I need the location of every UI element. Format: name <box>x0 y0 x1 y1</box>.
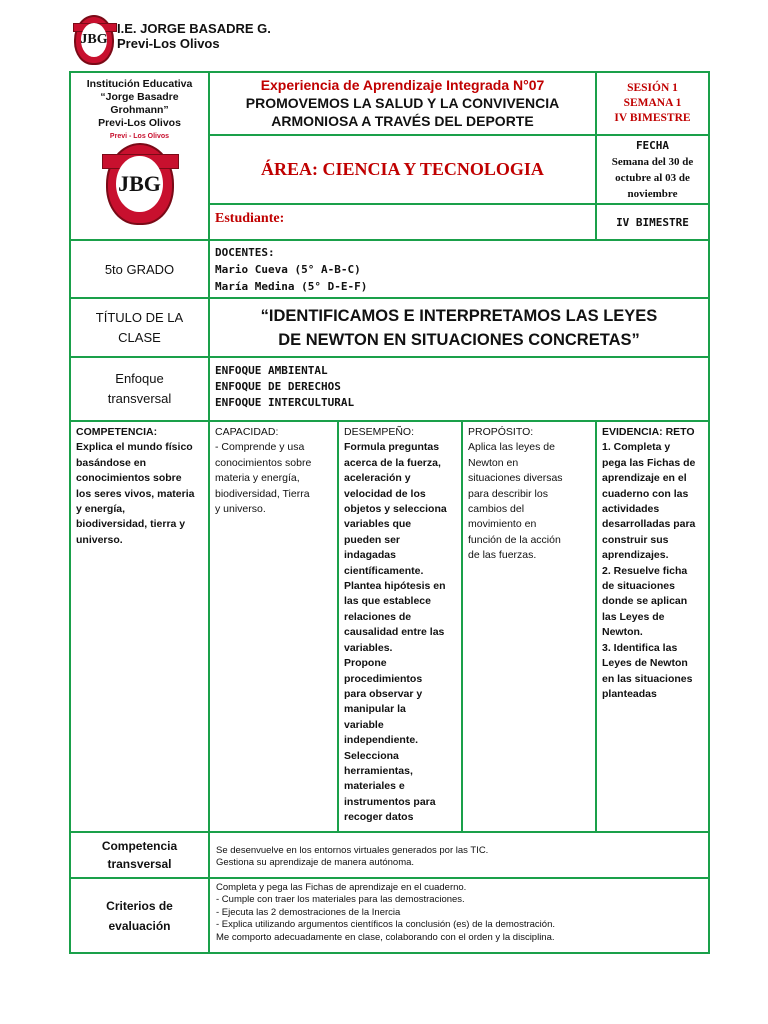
desempeno-line: científicamente. <box>344 564 424 577</box>
experience-subtitle1: PROMOVEMOS LA SALUD Y LA CONVIVENCIA <box>245 95 560 111</box>
logo-text: JBG <box>81 23 107 56</box>
proposito-line: movimiento en <box>468 518 537 531</box>
criterios-label-2: evaluación <box>108 918 171 933</box>
enfoque-label-cell <box>69 356 210 422</box>
competencia-line: los seres vivos, materia <box>76 487 195 500</box>
evidencia-line: Newton. <box>602 626 643 639</box>
proposito-line: Newton en <box>468 456 519 469</box>
desempeno-line: recoger datos <box>344 811 414 824</box>
student-label: Estudiante: <box>215 211 285 226</box>
header-school-sub: Previ-Los Olivos <box>117 36 220 51</box>
desempeno-line: variables que <box>344 518 412 531</box>
desempeno-line: relaciones de <box>344 610 412 623</box>
experience-cell <box>208 71 597 136</box>
desempeno-line: indagadas <box>344 549 396 562</box>
evidencia-line: construir sus <box>602 533 669 546</box>
comp-transversal-text <box>216 845 702 870</box>
capacidad-title: CAPACIDAD: <box>215 426 279 438</box>
student-bimestre: IV BIMESTRE <box>616 215 689 229</box>
enfoque-item: ENFOQUE AMBIENTAL <box>215 364 328 377</box>
evidencia-cell <box>595 420 710 833</box>
evidencia-line: donde se aplican <box>602 595 688 608</box>
criterios-label-cell <box>69 877 210 954</box>
desempeno-line: para observar y <box>344 687 423 700</box>
session-cell <box>595 71 710 136</box>
area-title: ÁREA: CIENCIA Y TECNOLOGIA <box>261 159 544 179</box>
competencia-line: Explica el mundo físico <box>76 441 193 454</box>
capacidad-line: - Comprende y usa <box>215 441 305 454</box>
logo-caption: Previ - Los Olivos <box>109 133 170 140</box>
capacidad-line: biodiversidad, Tierra <box>215 487 310 500</box>
proposito-title: PROPÓSITO: <box>468 426 534 438</box>
desempeno-line: Formula preguntas <box>344 441 440 454</box>
evidencia-line: cuaderno con las <box>602 487 689 500</box>
competencia-line: biodiversidad, tierra y <box>76 518 186 531</box>
comp-transversal-text-cell <box>208 831 710 879</box>
desempeno-line: acerca de la fuerza, <box>344 456 441 469</box>
session-line1: SESIÓN 1 <box>627 82 678 94</box>
institution-line3: Previ-Los Olivos <box>98 117 181 129</box>
capacidad-cell <box>208 420 339 833</box>
enfoque-label-1: Enfoque <box>115 371 164 386</box>
header-school-name: I.E. JORGE BASADRE G. <box>117 21 271 36</box>
titulo-label-1: TÍTULO DE LA <box>95 309 184 325</box>
fecha-line2: octubre al 03 de <box>615 171 690 184</box>
evidencia-line: pega las Fichas de <box>602 456 696 469</box>
comp-transversal-line: Gestiona su aprendizaje de manera autónoma. <box>216 857 415 869</box>
desempeno-cell <box>337 420 463 833</box>
evidencia-line: desarrolladas para <box>602 518 696 531</box>
proposito-line: cambios del <box>468 503 525 516</box>
docentes-cell <box>208 239 710 299</box>
titulo-text-1: “IDENTIFICAMOS E INTERPRETAMOS LAS LEYES <box>260 306 658 325</box>
evidencia-text <box>602 440 703 702</box>
header-school <box>117 21 271 51</box>
institution-cell <box>69 71 210 241</box>
institution-line1: Institución Educativa <box>86 78 193 90</box>
criterios-text <box>216 882 702 944</box>
desempeno-line: herramientas, <box>344 764 413 777</box>
desempeno-line: las que establece <box>344 595 431 608</box>
competencia-text <box>76 440 203 548</box>
capacidad-line: materia y energía, <box>215 472 300 485</box>
fecha-line1: Semana del 30 de <box>611 155 694 168</box>
capacidad-line: y universo. <box>215 503 266 516</box>
evidencia-line: las Leyes de <box>602 610 665 623</box>
evidencia-line: aprendizajes. <box>602 549 669 562</box>
session-line3: IV BIMESTRE <box>614 112 691 124</box>
comp-transversal-label-1: Competencia <box>101 839 178 853</box>
student-cell <box>208 203 597 241</box>
competencia-line: basándose en <box>76 456 147 469</box>
proposito-cell <box>461 420 597 833</box>
comp-transversal-label-cell <box>69 831 210 879</box>
enfoque-item: ENFOQUE DE DERECHOS <box>215 380 341 393</box>
grado-label: 5to GRADO <box>104 261 175 277</box>
criterio-line: - Cumple con traer los materiales para las demostraciones. <box>216 894 465 906</box>
fecha-cell <box>595 134 710 205</box>
criterio-line: Me comporto adecuadamente en clase, colaborando con el orden y la disciplina. <box>216 931 555 943</box>
evidencia-line: en las situaciones <box>602 672 693 685</box>
proposito-line: Aplica las leyes de <box>468 441 555 454</box>
desempeno-text <box>344 440 456 825</box>
logo-text-large: JBG <box>116 156 162 212</box>
desempeno-line: Plantea hipótesis en <box>344 580 446 593</box>
desempeno-line: procedimientos <box>344 672 423 685</box>
evidencia-line: 3. Identifica las <box>602 641 678 654</box>
desempeno-line: manipular la <box>344 703 406 716</box>
desempeno-line: variable <box>344 718 384 731</box>
desempeno-line: materiales e <box>344 780 405 793</box>
evidencia-line: aprendizaje en el <box>602 472 687 485</box>
evidencia-line: de situaciones <box>602 580 675 593</box>
evidencia-line: 2. Resuelve ficha <box>602 564 688 577</box>
capacidad-line: conocimientos sobre <box>215 456 312 469</box>
desempeno-line: pueden ser <box>344 533 401 546</box>
evidencia-line: 1. Completa y <box>602 441 671 454</box>
comp-transversal-line: Se desenvuelve en los entornos virtuales generados por las TIC. <box>216 845 489 856</box>
proposito-text <box>468 440 590 563</box>
grado-cell <box>69 239 210 299</box>
competencia-line: universo. <box>76 533 123 546</box>
criterio-line: - Ejecuta las 2 demostraciones de la Inercia <box>216 906 401 918</box>
titulo-text-2: DE NEWTON EN SITUACIONES CONCRETAS” <box>278 330 640 349</box>
proposito-line: función de la acción <box>468 533 561 546</box>
desempeno-line: aceleración y <box>344 472 411 485</box>
area-cell <box>208 134 597 205</box>
school-logo-header <box>74 15 114 65</box>
desempeno-title: DESEMPEÑO: <box>344 426 415 438</box>
desempeno-line: objetos y selecciona <box>344 503 447 516</box>
experience-title: Experiencia de Aprendizaje Integrada N°07 <box>260 77 545 93</box>
titulo-label-cell <box>69 297 210 358</box>
docente-2: María Medina (5° D-E-F) <box>215 280 368 293</box>
session-line2: SEMANA 1 <box>623 97 682 109</box>
enfoque-item: ENFOQUE INTERCULTURAL <box>215 396 355 409</box>
desempeno-line: instrumentos para <box>344 795 436 808</box>
desempeno-line: causalidad entre las <box>344 626 445 639</box>
enfoque-label-2: transversal <box>107 391 172 406</box>
evidencia-title: EVIDENCIA: RETO <box>602 426 695 438</box>
proposito-line: de las fuerzas. <box>468 549 537 562</box>
competencia-line: y energía, <box>76 503 126 516</box>
desempeno-line: Selecciona <box>344 749 399 762</box>
competencia-cell <box>69 420 210 833</box>
experience-subtitle2: ARMONIOSA A TRAVÉS DEL DEPORTE <box>271 113 534 129</box>
desempeno-line: independiente. <box>344 734 419 747</box>
criterios-text-cell <box>208 877 710 954</box>
capacidad-text <box>215 440 332 517</box>
titulo-label-2: CLASE <box>118 329 161 345</box>
criterio-line: - Explica utilizando argumentos científicos la conclusión (es) de la demostración. <box>216 919 555 931</box>
proposito-line: situaciones diversas <box>468 472 563 485</box>
school-logo-large <box>106 143 174 225</box>
criterios-label-1: Criterios de <box>106 898 173 913</box>
desempeno-line: Propone <box>344 657 387 670</box>
titulo-text-cell <box>208 297 710 358</box>
evidencia-line: planteadas <box>602 687 657 700</box>
docente-1: Mario Cueva (5° A-B-C) <box>215 263 361 276</box>
competencia-title: COMPETENCIA: <box>76 426 158 438</box>
institution-line2: “Jorge Basadre Grohmann” <box>100 91 179 116</box>
proposito-line: para describir los <box>468 487 548 500</box>
evidencia-line: actividades <box>602 503 660 516</box>
desempeno-line: velocidad de los <box>344 487 426 500</box>
evidencia-line: Leyes de Newton <box>602 657 688 670</box>
docentes-label: DOCENTES: <box>215 246 275 259</box>
criterio-line: Completa y pega las Fichas de aprendizaje en el cuaderno. <box>216 882 467 893</box>
desempeno-line: variables. <box>344 641 393 654</box>
comp-transversal-label-2: transversal <box>107 857 172 871</box>
fecha-label: FECHA <box>635 138 670 152</box>
fecha-line3: noviembre <box>627 187 678 200</box>
competencia-line: conocimientos sobre <box>76 472 182 485</box>
student-bimestre-cell <box>595 203 710 241</box>
enfoque-items-cell <box>208 356 710 422</box>
